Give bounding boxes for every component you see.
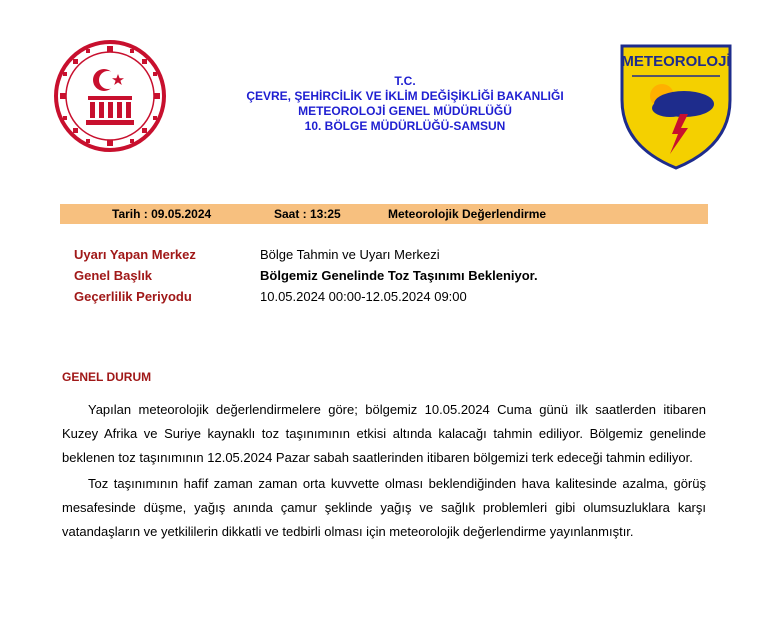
report-type-label: Meteorolojik Değerlendirme	[388, 207, 547, 221]
ministry-logo	[54, 40, 166, 152]
date-bar	[60, 204, 708, 224]
info-value: Bölge Tahmin ve Uyarı Merkezi	[260, 247, 440, 262]
section-title: GENEL DURUM	[62, 370, 152, 384]
header-tc: T.C.	[394, 74, 416, 88]
info-value: 10.05.2024 00:00-12.05.2024 09:00	[260, 289, 467, 304]
info-value: Bölgemiz Genelinde Toz Taşınımı Bekleniyor.	[260, 268, 538, 283]
info-label: Geçerlilik Periyodu	[74, 289, 192, 304]
date-label: Tarih : 09.05.2024	[112, 207, 212, 221]
header-directorate: METEOROLOJİ GENEL MÜDÜRLÜĞÜ	[298, 104, 512, 118]
info-label: Uyarı Yapan Merkez	[74, 247, 196, 262]
meteoroloji-logo	[618, 42, 734, 172]
info-label: Genel Başlık	[74, 268, 153, 283]
meteoroloji-logo-text: METEOROLOJİ	[621, 53, 731, 70]
header-ministry: ÇEVRE, ŞEHİRCİLİK VE İKLİM DEĞİŞİKLİĞİ BAKANLIĞI	[246, 89, 564, 103]
paragraph: Yapılan meteorolojik değerlendirmelere göre; bölgemiz 10.05.2024 Cuma günü ilk saatlerden itibaren Kuzey Afrika ve Suriye kaynaklı toz taşınımının etkisi altında kalacağı tahmin ediliyor. Bölgemiz genelinde beklenen toz taşınımının 12.05.2024 Pazar sabah saatlerinden itibaren bölgemizi terk edeceği tahmin ediliyor.	[62, 402, 706, 465]
document-header	[190, 74, 620, 134]
time-label: Saat : 13:25	[274, 207, 341, 221]
paragraph: Toz taşınımının hafif zaman zaman orta kuvvette olması beklendiğinden hava kalitesinde azalma, görüş mesafesinde düşme, yağış anında çamur şeklinde yağış ve sağlık problemleri gibi olumsuzluklara karşı vatandaşların ve yetkililerin dikkatli ve tedbirli olması için meteorolojik değerlendirme yayınlanmıştır.	[62, 476, 706, 539]
header-region: 10. BÖLGE MÜDÜRLÜĞÜ-SAMSUN	[304, 119, 506, 133]
